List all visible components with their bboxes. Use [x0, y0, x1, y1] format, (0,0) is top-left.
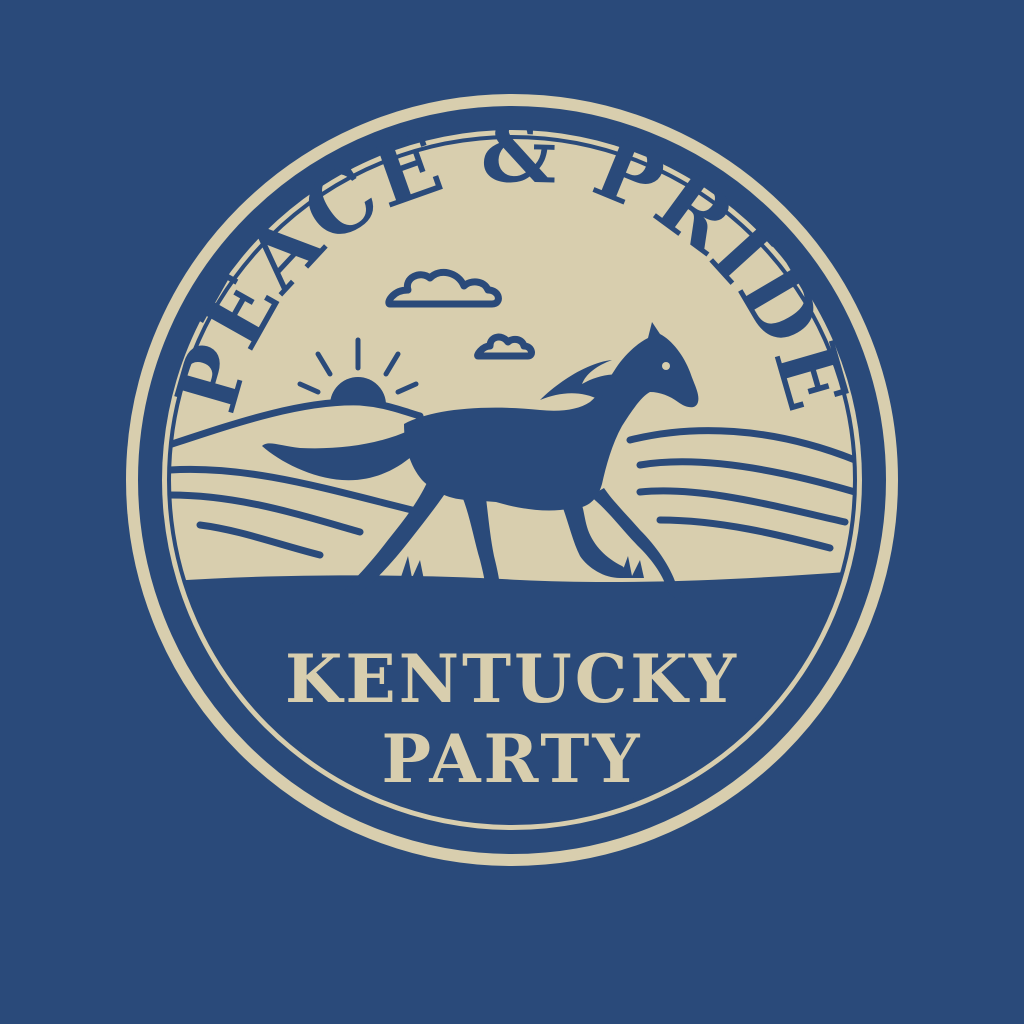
- bottom-title-line-2: PARTY: [381, 720, 643, 798]
- bottom-title-line-1: KENTUCKY: [285, 640, 739, 718]
- top-arc-title: PEACE & PRIDE: [156, 101, 868, 423]
